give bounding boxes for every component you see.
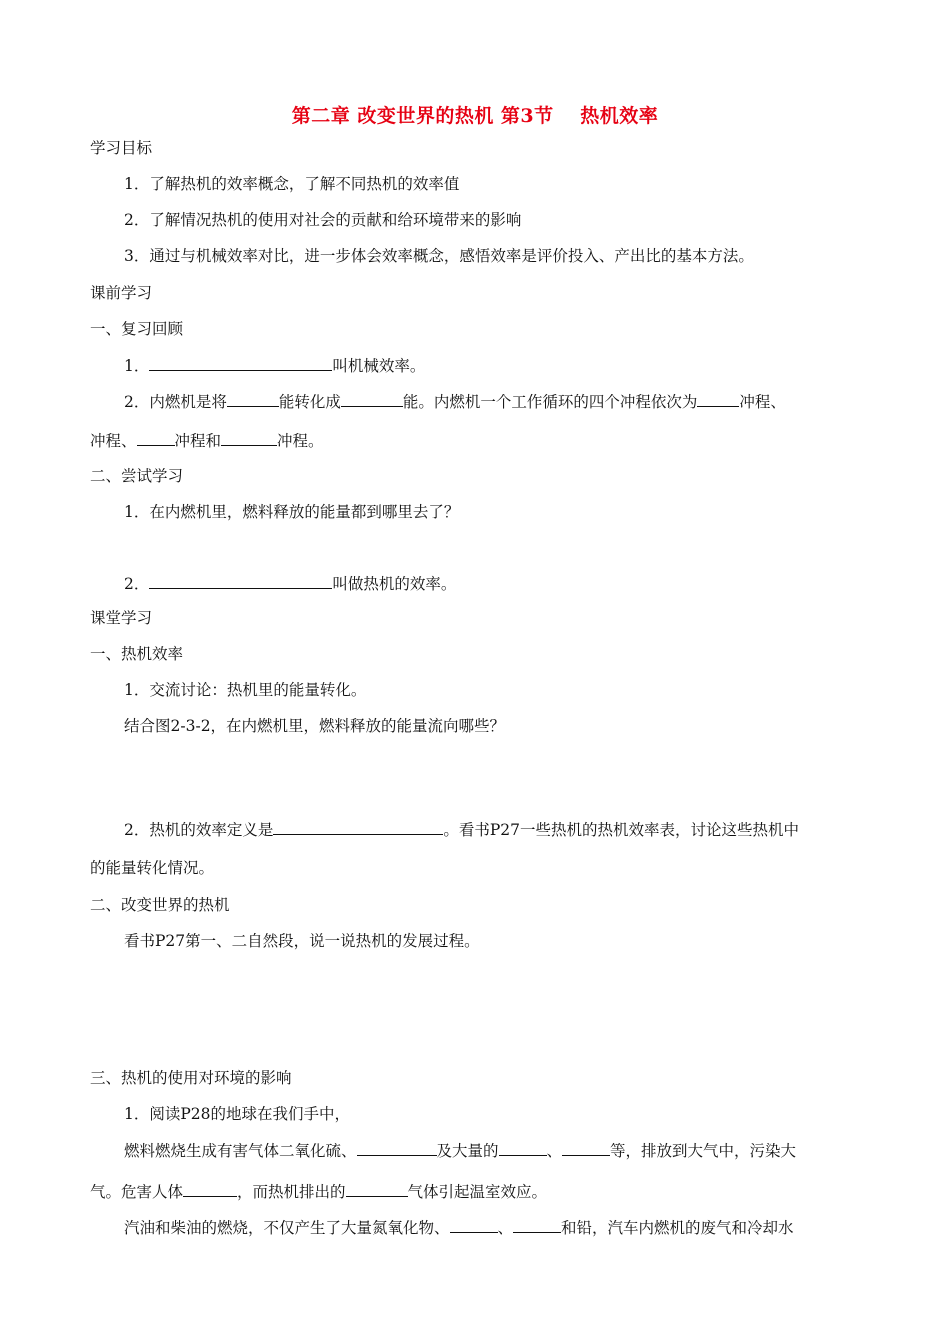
fill-blank[interactable] <box>450 1216 498 1233</box>
try-item-1: 1．在内燃机里，燃料释放的能量都到哪里去了？ <box>124 503 460 521</box>
fill-blank[interactable] <box>513 1216 561 1233</box>
fill-blank[interactable] <box>149 572 332 589</box>
fill-blank[interactable] <box>183 1180 237 1197</box>
fill-blank[interactable] <box>346 1180 408 1197</box>
goal-3: 3．通过与机械效率对比，进一步体会效率概念，感悟效率是评价投入、产出比的基本方法。 <box>124 247 754 265</box>
efficiency-item-1: 1．交流讨论：热机里的能量转化。 <box>124 681 367 699</box>
review-item-1: 1． 叫机械效率。 <box>124 354 866 377</box>
try-item-2: 2． 叫做热机的效率。 <box>124 572 866 595</box>
heading-efficiency: 一、热机效率 <box>90 645 184 663</box>
page-title: 第二章 改变世界的热机 第3节 热机效率 <box>291 105 659 127</box>
heading-in-class: 课堂学习 <box>90 609 153 627</box>
environment-item-2: 燃料燃烧生成有害气体二氧化硫、 及大量的 、 等，排放到大气中，污染大 <box>124 1139 866 1162</box>
environment-item-3: 汽油和柴油的燃烧，不仅产生了大量氮氧化物、 、 和铅，汽车内燃机的废气和冷却水 <box>124 1216 866 1239</box>
changing-world-item: 看书P27第一、二自然段，说一说热机的发展过程。 <box>124 932 480 950</box>
efficiency-item-1b: 结合图2-3-2，在内燃机里，燃料释放的能量流向哪些？ <box>124 717 506 735</box>
environment-item-1: 1．阅读P28的地球在我们手中， <box>124 1105 351 1123</box>
fill-blank[interactable] <box>357 1139 437 1156</box>
heading-learning-goals: 学习目标 <box>90 139 153 157</box>
fill-blank[interactable] <box>697 390 739 407</box>
fill-blank[interactable] <box>273 818 443 835</box>
heading-try: 二、尝试学习 <box>90 467 184 485</box>
fill-blank[interactable] <box>221 429 277 446</box>
review-item-2: 2．内燃机是将 能转化成 能。内燃机一个工作循环的四个冲程依次为 冲程、 <box>124 390 866 413</box>
goal-1: 1．了解热机的效率概念，了解不同热机的效率值 <box>124 175 460 193</box>
heading-pre-class: 课前学习 <box>90 284 153 302</box>
efficiency-item-2-cont: 的能量转化情况。 <box>90 859 215 877</box>
fill-blank[interactable] <box>137 429 175 446</box>
efficiency-item-2: 2．热机的效率定义是 。看书P27一些热机的热机效率表，讨论这些热机中 <box>124 818 866 841</box>
fill-blank[interactable] <box>499 1139 547 1156</box>
review-item-2-cont: 冲程、 冲程和 冲程。 <box>90 429 866 452</box>
fill-blank[interactable] <box>227 390 279 407</box>
fill-blank[interactable] <box>562 1139 610 1156</box>
heading-review: 一、复习回顾 <box>90 320 184 338</box>
heading-changing-world: 二、改变世界的热机 <box>90 896 230 914</box>
environment-item-2-cont: 气。危害人体 ，而热机排出的 气体引起温室效应。 <box>90 1180 866 1203</box>
fill-blank[interactable] <box>341 390 403 407</box>
fill-blank[interactable] <box>149 354 332 371</box>
goal-2: 2．了解情况热机的使用对社会的贡献和给环境带来的影响 <box>124 211 522 229</box>
heading-environment: 三、热机的使用对环境的影响 <box>90 1069 292 1087</box>
